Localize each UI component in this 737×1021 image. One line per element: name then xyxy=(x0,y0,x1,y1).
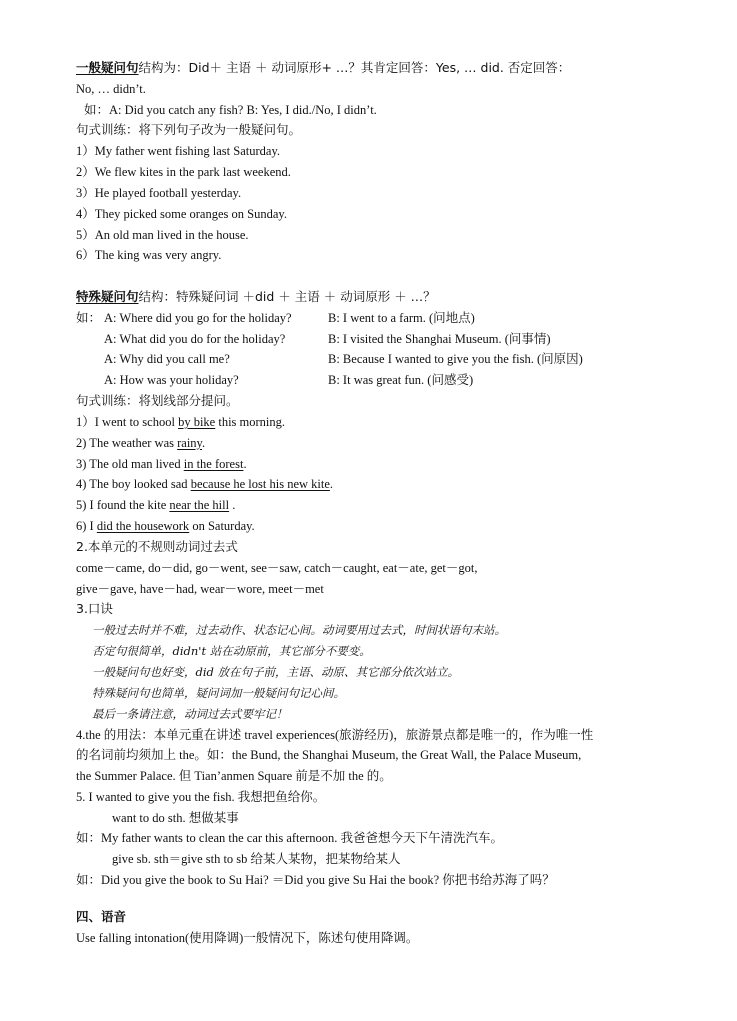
drill-text: 1）I went to school xyxy=(76,415,179,429)
special-example-b: B: It was great fun. (问感受) xyxy=(328,373,474,387)
drill-underlined-part: by bike xyxy=(178,415,216,429)
special-drill-item xyxy=(76,414,285,430)
drill-underlined-part: in the forest xyxy=(183,457,244,471)
drill-underlined-part: rainy xyxy=(177,436,202,450)
special-drill-item xyxy=(76,456,247,472)
phrase-line: 如：My father wants to clean the car this afternoon. 我爸爸想今天下午清洗汽车。 xyxy=(76,831,503,845)
general-question-title: 一般疑问句 xyxy=(76,60,139,75)
drill-text: 6) I xyxy=(76,519,97,533)
special-example-a: A: How was your holiday? xyxy=(104,373,239,387)
general-drill-item: 5）An old man lived in the house. xyxy=(76,228,249,242)
rhyme-line: 否定句很简单，didn't 站在动原前，其它部分不要变。 xyxy=(92,644,371,658)
general-drill-item: 2）We flew kites in the park last weekend. xyxy=(76,165,291,179)
general-drill-item: 4）They picked some oranges on Sunday. xyxy=(76,207,287,221)
special-drill-item xyxy=(76,476,333,492)
special-example-b: B: I went to a farm. (问地点) xyxy=(328,311,475,325)
irregular-verbs-title: 2.本单元的不规则动词过去式 xyxy=(76,539,238,554)
drill-underlined-part: did the housework xyxy=(96,519,190,533)
special-example-a: A: What did you do for the holiday? xyxy=(104,332,286,346)
drill-underlined-part: near the hill xyxy=(169,498,230,512)
special-example-prefix: 如： xyxy=(76,310,102,325)
general-question-structure-text: 结构为：Did＋ 主语 ＋ 动词原形+ …？其肯定回答：Yes, … did. 否定回答： xyxy=(138,60,571,75)
special-question-structure xyxy=(76,289,436,305)
irregular-verbs-line: give－gave, have－had, wear－wore, meet－met xyxy=(76,582,324,596)
irregular-verbs-line: come－came, do－did, go－went, see－saw, catch－caught, eat－ate, get－got, xyxy=(76,561,478,575)
phonetics-line: Use falling intonation(使用降调)一般情况下，陈述句使用降调。 xyxy=(76,931,419,945)
rhyme-line: 最后一条请注意，动词过去式要牢记！ xyxy=(92,707,288,721)
drill-text: . xyxy=(329,477,334,491)
drill-text: 2) The weather was xyxy=(76,436,178,450)
special-drill-title: 句式训练：将划线部分提问。 xyxy=(76,393,239,408)
drill-text: on Saturday. xyxy=(189,519,255,533)
special-example-a: A: Why did you call me? xyxy=(104,352,230,366)
the-usage-line: 4.the 的用法：本单元重在讲述 travel experiences(旅游经历)，旅游景点都是唯一的，作为唯一性 xyxy=(76,728,594,742)
drill-text: this morning. xyxy=(215,415,286,429)
special-question-structure-text: 结构：特殊疑问词 ＋did ＋ 主语 ＋ 动词原形 ＋ …？ xyxy=(138,289,436,304)
rhyme-line: 特殊疑问句也简单，疑问词加一般疑问句记心间。 xyxy=(92,686,345,700)
special-question-title: 特殊疑问句 xyxy=(76,289,139,304)
general-drill-title: 句式训练：将下列句子改为一般疑问句。 xyxy=(76,122,302,137)
drill-text: . xyxy=(202,436,206,450)
special-example-b: B: Because I wanted to give you the fish. (问原因) xyxy=(328,352,583,366)
phrase-line: want to do sth. 想做某事 xyxy=(112,811,239,825)
general-question-structure-cont: No, … didn’t. xyxy=(76,82,146,96)
rhyme-title: 3.口诀 xyxy=(76,601,113,616)
drill-underlined-part: because he lost his new kite xyxy=(190,477,330,491)
special-drill-item xyxy=(76,435,205,451)
the-usage-line: the Summer Palace. 但 Tian’anmen Square 前是不加 the 的。 xyxy=(76,769,392,783)
special-drill-item xyxy=(76,497,235,513)
general-drill-item: 6）The king was very angry. xyxy=(76,248,222,262)
phonetics-title: 四、语音 xyxy=(76,909,127,924)
special-example-a: A: Where did you go for the holiday? xyxy=(104,311,292,325)
general-drill-item: 3）He played football yesterday. xyxy=(76,186,242,200)
general-question-example: 如：A: Did you catch any fish? B: Yes, I did./No, I didn’t. xyxy=(84,103,377,117)
phrase-line: 如：Did you give the book to Su Hai? ＝Did you give Su Hai the book? 你把书给苏海了吗？ xyxy=(76,873,555,887)
phrase-line: give sb. sth＝give sth to sb 给某人某物，把某物给某人 xyxy=(112,852,401,866)
drill-text: 5) I found the kite xyxy=(76,498,170,512)
rhyme-line: 一般疑问句也好变，did 放在句子前，主语、动原、其它部分依次站立。 xyxy=(92,665,460,679)
drill-text: . xyxy=(229,498,236,512)
phrase-line: 5. I wanted to give you the fish. 我想把鱼给你。 xyxy=(76,790,326,804)
special-drill-item xyxy=(76,518,255,534)
general-question-structure xyxy=(76,60,570,76)
general-drill-item: 1）My father went fishing last Saturday. xyxy=(76,144,281,158)
drill-text: . xyxy=(243,457,247,471)
special-example-b: B: I visited the Shanghai Museum. (问事情) xyxy=(328,332,551,346)
drill-text: 3) The old man lived xyxy=(76,457,184,471)
the-usage-line: 的名词前均须加上 the。如：the Bund, the Shanghai Museum, the Great Wall, the Palace Museum, xyxy=(76,748,582,762)
rhyme-line: 一般过去时并不难，过去动作、状态记心间。动词要用过去式，时间状语句末站。 xyxy=(92,623,506,637)
drill-text: 4) The boy looked sad xyxy=(76,477,191,491)
